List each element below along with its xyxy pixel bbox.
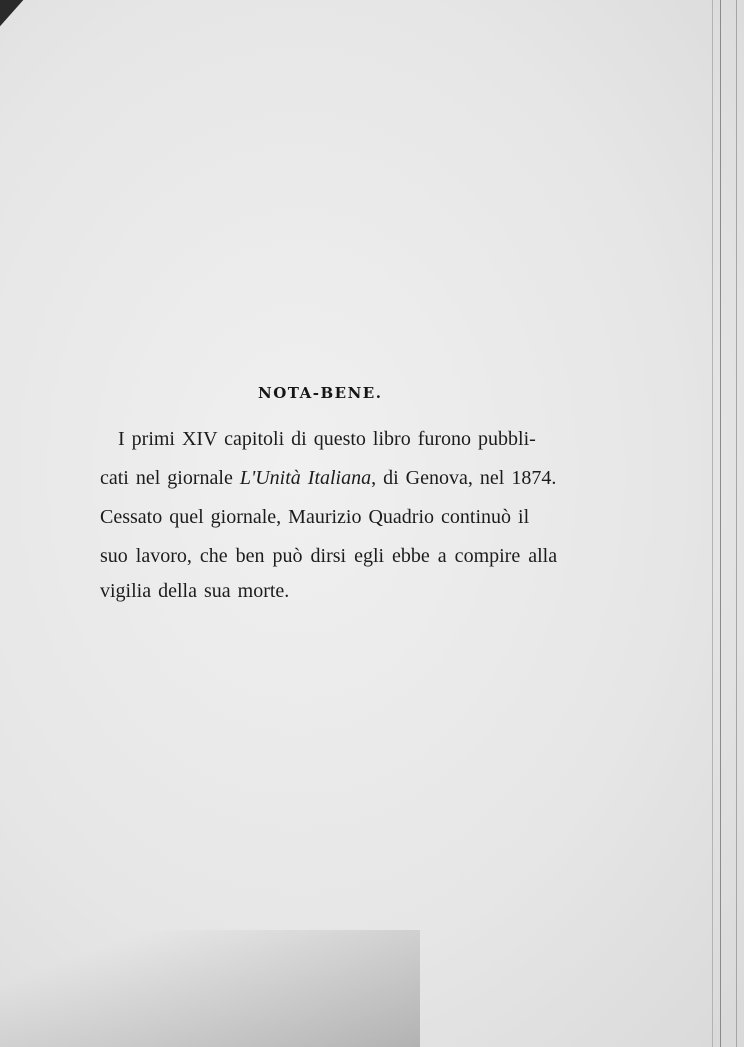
note-heading: NOTA-BENE. <box>258 384 383 402</box>
note-line-2-start: cati nel giornale <box>100 467 240 489</box>
page-smudge <box>0 930 420 1047</box>
binding-edge-line <box>720 0 721 1047</box>
note-line-5: vigilia della sua morte. <box>100 580 290 602</box>
binding-edge-line <box>712 0 713 1047</box>
page-corner-fold <box>0 0 50 60</box>
note-line-4: suo lavoro, che ben può dirsi egli ebbe a compire alla <box>100 545 558 567</box>
note-line-2 <box>100 467 620 490</box>
note-line-1: I primi XIV capitoli di questo libro furono pubbli- <box>118 428 536 450</box>
newspaper-title: L'Unità Italiana <box>239 467 372 489</box>
note-line-2-end: , di Genova, nel 1874. <box>371 467 557 489</box>
note-line-3: Cessato quel giornale, Maurizio Quadrio continuò il <box>100 506 530 528</box>
binding-edge-line <box>736 0 737 1047</box>
